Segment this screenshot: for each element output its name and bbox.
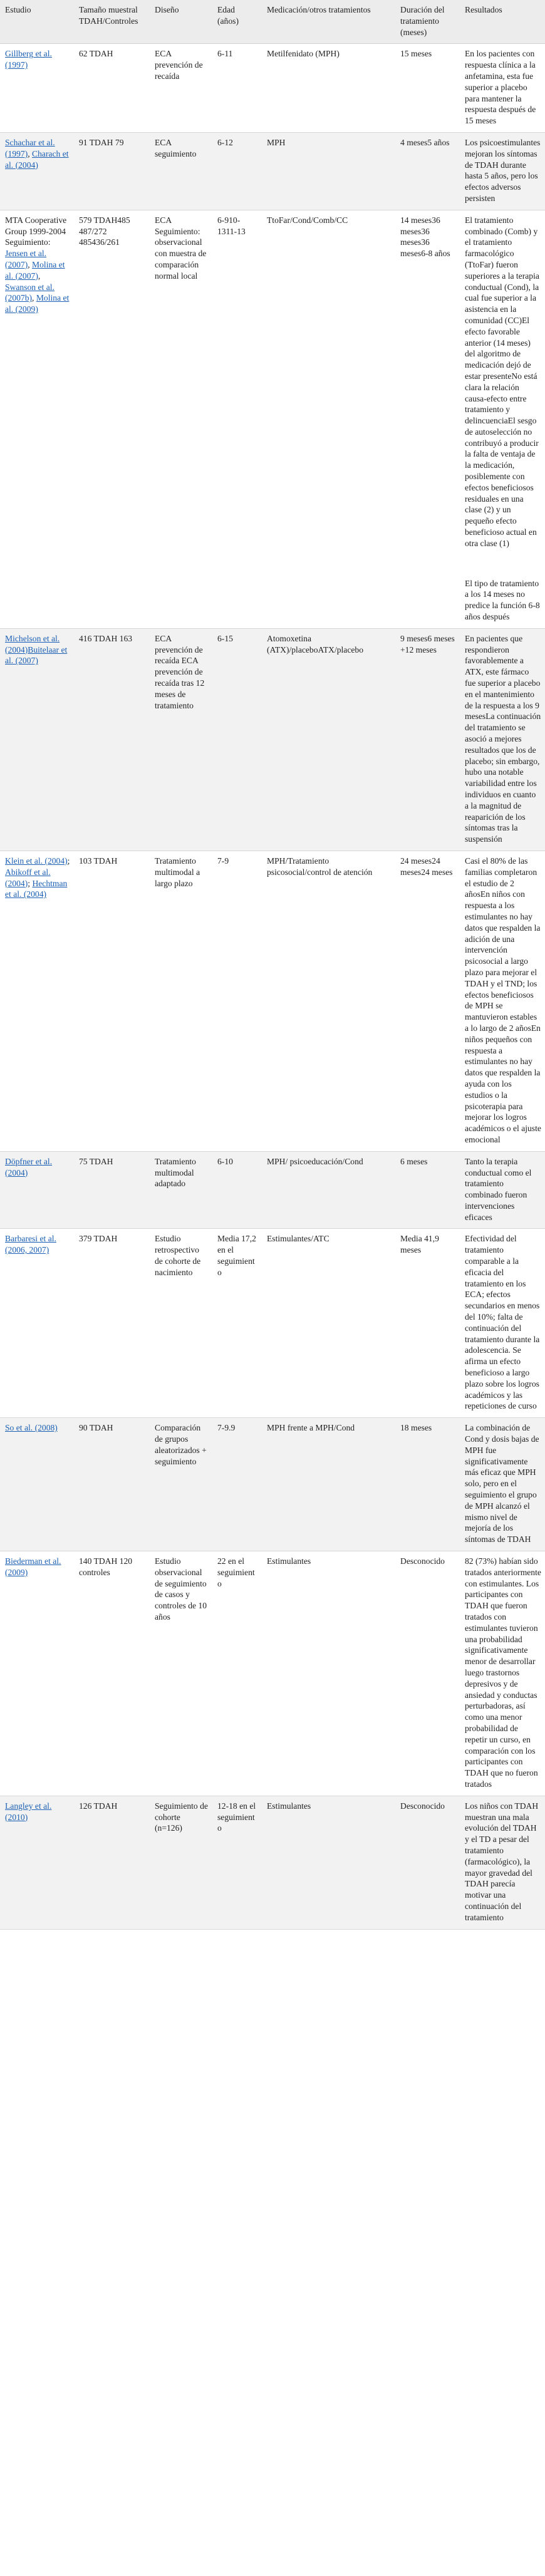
cell-diseno: ECA seguimiento bbox=[150, 132, 212, 210]
cell-diseno: Tratamiento multimodal a largo plazo bbox=[150, 851, 212, 1151]
result-text: 82 (73%) habían sido tratados anteriormente con estimulantes. Los participantes con TDAH que fueron tratados con estimulantes tuvieron una probabilidad significativamente menor de desarrollar luego trastornos depresivos y de ansiedad y conductas perturbadoras, así como una menor probabilidad de repetir un curso, en comparación con los participantes con TDAH que no fueron tratados bbox=[465, 1556, 541, 1789]
reference-link[interactable]: Langley et al. (2010) bbox=[5, 1801, 52, 1822]
cell-edad: Media 17,2 en el seguimiento bbox=[212, 1229, 262, 1418]
cell-estudio bbox=[0, 1418, 74, 1551]
cell-diseno: Seguimiento de cohorte (n=126) bbox=[150, 1796, 212, 1929]
cell-estudio bbox=[0, 1796, 74, 1929]
study-text: , bbox=[38, 271, 41, 281]
table-row bbox=[0, 1551, 545, 1796]
cell-edad: 7-9.9 bbox=[212, 1418, 262, 1551]
cell-duracion: Desconocido bbox=[395, 1551, 460, 1796]
cell-diseno: Estudio retrospectivo de cohorte de nacimiento bbox=[150, 1229, 212, 1418]
table-row bbox=[0, 210, 545, 628]
table-row bbox=[0, 1151, 545, 1229]
cell-estudio bbox=[0, 851, 74, 1151]
cell-estudio bbox=[0, 132, 74, 210]
study-text: , bbox=[32, 293, 36, 303]
cell-resultados bbox=[460, 210, 545, 628]
cell-medicacion: Atomoxetina (ATX)/placeboATX/placebo bbox=[262, 628, 395, 851]
cell-medicacion: TtoFar/Cond/Comb/CC bbox=[262, 210, 395, 628]
header-tamano: Tamaño muestral TDAH/Controles bbox=[74, 0, 150, 44]
cell-duracion: 9 meses6 meses +12 meses bbox=[395, 628, 460, 851]
cell-resultados bbox=[460, 1551, 545, 1796]
header-estudio: Estudio bbox=[0, 0, 74, 44]
cell-edad: 12-18 en el seguimiento bbox=[212, 1796, 262, 1929]
header-duracion: Duración del tratamiento (meses) bbox=[395, 0, 460, 44]
table-row bbox=[0, 1418, 545, 1551]
cell-duracion: 4 meses5 años bbox=[395, 132, 460, 210]
result-text: En los pacientes con respuesta clínica a la anfetamina, esta fue superior a placebo para mantener la respuesta después de 15 meses bbox=[465, 49, 536, 126]
table-row bbox=[0, 44, 545, 133]
reference-link[interactable]: Molina et al. (2009) bbox=[5, 293, 70, 314]
cell-tamano: 62 TDAH bbox=[74, 44, 150, 133]
reference-link[interactable]: Schachar et al. (1997) bbox=[5, 137, 55, 158]
cell-resultados bbox=[460, 628, 545, 851]
cell-edad: 6-11 bbox=[212, 44, 262, 133]
cell-tamano: 75 TDAH bbox=[74, 1151, 150, 1229]
reference-link[interactable]: Swanson et al. (2007b) bbox=[5, 282, 54, 303]
cell-resultados bbox=[460, 1229, 545, 1418]
reference-link[interactable]: Barbaresi et al. (2006, 2007) bbox=[5, 1234, 56, 1255]
table-body bbox=[0, 44, 545, 1929]
cell-medicacion: Metilfenidato (MPH) bbox=[262, 44, 395, 133]
header-diseno: Diseño bbox=[150, 0, 212, 44]
cell-tamano: 90 TDAH bbox=[74, 1418, 150, 1551]
cell-estudio bbox=[0, 1151, 74, 1229]
cell-resultados bbox=[460, 44, 545, 133]
cell-duracion: Media 41,9 meses bbox=[395, 1229, 460, 1418]
table-row bbox=[0, 132, 545, 210]
reference-link[interactable]: Buitelaar et al. (2007) bbox=[5, 644, 68, 666]
cell-resultados bbox=[460, 851, 545, 1151]
header-edad: Edad (años) bbox=[212, 0, 262, 44]
cell-diseno: Comparación de grupos aleatorizados + seguimiento bbox=[150, 1418, 212, 1551]
result-text: Los niños con TDAH muestran una mala evolución del TDAH y el TD a pesar del tratamiento (farmacológico), la mayor gravedad del TDAH parecía motivar una continuación del tratamiento bbox=[465, 1801, 539, 1922]
reference-link[interactable]: Biederman et al. (2009) bbox=[5, 1556, 61, 1577]
reference-link[interactable]: Molina et al. (2007) bbox=[5, 259, 65, 281]
reference-link[interactable]: Abikoff et al. (2004) bbox=[5, 867, 51, 888]
reference-link[interactable]: Hechtman et al. (2004) bbox=[5, 878, 68, 899]
header-resultados: Resultados bbox=[460, 0, 545, 44]
cell-diseno: ECA Seguimiento: observacional con muestra de comparación normal local bbox=[150, 210, 212, 628]
reference-link[interactable]: So et al. (2008) bbox=[5, 1423, 58, 1433]
cell-tamano: 416 TDAH 163 bbox=[74, 628, 150, 851]
reference-link[interactable]: Charach et al. (2004) bbox=[5, 148, 69, 170]
cell-duracion: Desconocido bbox=[395, 1796, 460, 1929]
cell-duracion: 15 meses bbox=[395, 44, 460, 133]
cell-tamano: 140 TDAH 120 controles bbox=[74, 1551, 150, 1796]
table-row bbox=[0, 851, 545, 1151]
study-text: , bbox=[28, 259, 33, 269]
cell-tamano: 103 TDAH bbox=[74, 851, 150, 1151]
table-header bbox=[0, 0, 545, 44]
cell-diseno: Estudio observacional de seguimiento de casos y controles de 10 años bbox=[150, 1551, 212, 1796]
cell-estudio bbox=[0, 210, 74, 628]
cell-resultados bbox=[460, 1151, 545, 1229]
cell-medicacion: Estimulantes bbox=[262, 1551, 395, 1796]
cell-duracion: 24 meses24 meses24 meses bbox=[395, 851, 460, 1151]
cell-medicacion: MPH/ psicoeducación/Cond bbox=[262, 1151, 395, 1229]
study-text: ; bbox=[67, 856, 70, 866]
cell-diseno: ECA prevención de recaída ECA prevención de recaída tras 12 meses de tratamiento bbox=[150, 628, 212, 851]
cell-estudio bbox=[0, 44, 74, 133]
cell-duracion: 18 meses bbox=[395, 1418, 460, 1551]
cell-medicacion: MPH bbox=[262, 132, 395, 210]
result-text: El tratamiento combinado (Comb) y el tratamiento farmacológico (TtoFar) fueron superiores a la terapia conductual (Cond), la cual fue superior a la asistencia en la comunidad (CC)El efecto favorable anterior (14 meses) del algoritmo de medicación dejó de estar presenteNo está clara la relación causa-efecto entre tratamiento y delincuenciaEl sesgo de autoselección no contribuyó a producir la falta de ventaja de la medicación, posiblemente con efectos beneficiosos residuales en una clase (2) y un pequeño efecto beneficioso actual en otra clase (1) bbox=[465, 215, 539, 548]
result-text: Tanto la terapia conductual como el tratamiento combinado fueron intervenciones eficaces bbox=[465, 1156, 532, 1222]
study-text: ; bbox=[28, 878, 33, 888]
result-text: Los psicoestimulantes mejoran los síntomas de TDAH durante hasta 5 años, pero los efectos adversos persisten bbox=[465, 137, 541, 203]
reference-link[interactable]: Michelson et al. (2004) bbox=[5, 633, 60, 654]
table-row bbox=[0, 1796, 545, 1929]
cell-tamano: 126 TDAH bbox=[74, 1796, 150, 1929]
study-text: MTA Cooperative Group 1999-2004 Seguimiento: bbox=[5, 215, 67, 247]
cell-diseno: Tratamiento multimodal adaptado bbox=[150, 1151, 212, 1229]
reference-link[interactable]: Klein et al. (2004) bbox=[5, 856, 68, 866]
cell-estudio bbox=[0, 1229, 74, 1418]
cell-tamano: 379 TDAH bbox=[74, 1229, 150, 1418]
cell-estudio bbox=[0, 628, 74, 851]
cell-edad: 6-10 bbox=[212, 1151, 262, 1229]
cell-tamano: 91 TDAH 79 bbox=[74, 132, 150, 210]
result-text: Efectividad del tratamiento comparable a la eficacia del tratamiento en los ECA; efectos secundarios en menos del 10%; falta de continuación del tratamiento durante la adolescencia. Se afirma un efecto beneficioso a largo plazo sobre los logros académicos y las repeticiones de curso bbox=[465, 1234, 540, 1411]
header-medicacion: Medicación/otros tratamientos bbox=[262, 0, 395, 44]
table-row bbox=[0, 628, 545, 851]
cell-resultados bbox=[460, 1418, 545, 1551]
cell-medicacion: MPH/Tratamiento psicosocial/control de atención bbox=[262, 851, 395, 1151]
reference-link[interactable]: Gillberg et al. (1997) bbox=[5, 49, 52, 70]
cell-medicacion: Estimulantes bbox=[262, 1796, 395, 1929]
cell-duracion: 14 meses36 meses36 meses36 meses6-8 años bbox=[395, 210, 460, 628]
cell-edad: 6-12 bbox=[212, 132, 262, 210]
cell-duracion: 6 meses bbox=[395, 1151, 460, 1229]
result-text: En pacientes que respondieron favorablemente a ATX, este fármaco fue superior a placebo en el mantenimiento de la respuesta a los 9 mesesLa continuación del tratamiento se asoció a mejores resultados que los de placebo; sin embargo, hubo una notable variabilidad entre los individuos en cuanto a la magnitud de reaparición de los síntomas tras la suspensión bbox=[465, 633, 541, 844]
cell-resultados bbox=[460, 1796, 545, 1929]
cell-edad: 22 en el seguimiento bbox=[212, 1551, 262, 1796]
cell-resultados bbox=[460, 132, 545, 210]
reference-link[interactable]: Döpfner et al. (2004) bbox=[5, 1156, 53, 1177]
result-text: Casi el 80% de las familias completaron el estudio de 2 añosEn niños con respuesta a los estimulantes no hay datos que respalden la adición de una intervención psicosocial a largo plazo para mejorar el TDAH y el TND; los efectos beneficiosos de MPH se mantuvieron estables a lo largo de 2 añosEn niños pequeños con respuesta a estimulantes no hay datos que respalden la ayuda con los estudios o la psicoterapia para mejorar los logros académicos o el ajuste emocional bbox=[465, 856, 541, 1144]
cell-medicacion: Estimulantes/ATC bbox=[262, 1229, 395, 1418]
table-row bbox=[0, 1229, 545, 1418]
cell-edad: 7-9 bbox=[212, 851, 262, 1151]
cell-edad: 6-15 bbox=[212, 628, 262, 851]
result-extra-text: El tipo de tratamiento a los 14 meses no predice la función 6-8 años después bbox=[465, 578, 540, 622]
cell-medicacion: MPH frente a MPH/Cond bbox=[262, 1418, 395, 1551]
result-text: La combinación de Cond y dosis bajas de MPH fue significativamente más eficaz que MPH solo, pero en el seguimiento el grupo de MPH alcanzó el mismo nivel de mejoría de los síntomas de TDAH bbox=[465, 1423, 539, 1544]
cell-diseno: ECA prevención de recaída bbox=[150, 44, 212, 133]
reference-link[interactable]: Jensen et al. (2007) bbox=[5, 249, 47, 269]
cell-estudio bbox=[0, 1551, 74, 1796]
study-text: , bbox=[28, 148, 33, 158]
cell-tamano: 579 TDAH485 487/272 485436/261 bbox=[74, 210, 150, 628]
cell-edad: 6-910-1311-13 bbox=[212, 210, 262, 628]
